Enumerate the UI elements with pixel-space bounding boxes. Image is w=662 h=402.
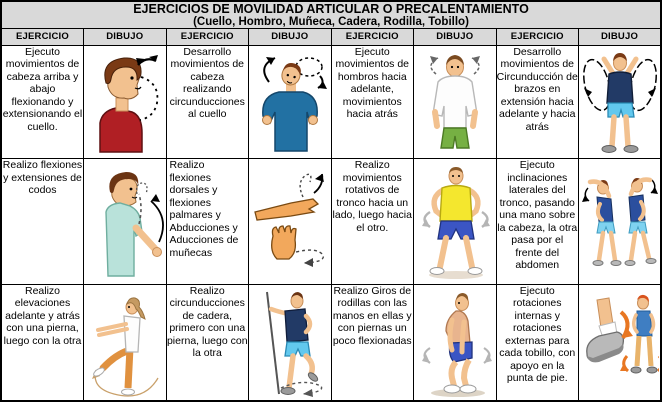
exercise-text: Realizo flexiones dorsales y flexiones palmares y Abducciones y Aducciones de muñecas bbox=[166, 159, 249, 285]
trunk-rotation-drawing bbox=[416, 164, 494, 280]
table-row bbox=[1, 45, 661, 159]
drawing-cell bbox=[249, 284, 332, 401]
table-row bbox=[1, 159, 661, 285]
column-header-dibujo-4: DIBUJO bbox=[579, 29, 662, 45]
column-header-ejercicio-3: EJERCICIO bbox=[331, 29, 414, 45]
exercise-text: Ejecuto inclinaciones laterales del tronco, pasando una mano sobre la cabeza, la otra pasa por el frente del abdomen bbox=[496, 159, 579, 285]
drawing-cell bbox=[84, 284, 167, 401]
knee-circles-drawing bbox=[416, 286, 494, 398]
drawing-cell bbox=[414, 45, 497, 159]
exercise-text: Ejecuto rotaciones internas y rotaciones externas para cada tobillo, con apoyo en la punta de pie. bbox=[496, 284, 579, 401]
drawing-cell bbox=[579, 45, 662, 159]
exercise-text: Desarrollo movimientos de Circunducción de brazos en extensión hacia adelante y hacia atrás bbox=[496, 45, 579, 159]
head-flexion-drawing bbox=[86, 51, 164, 153]
drawing-cell bbox=[84, 159, 167, 285]
exercise-text: Desarrollo movimientos de cabeza realizando circunducciones al cuello bbox=[166, 45, 249, 159]
drawing-cell bbox=[249, 159, 332, 285]
header-row bbox=[1, 29, 661, 45]
exercise-text: Realizo circunducciones de cadera, primero con una pierna, luego con la otra bbox=[166, 284, 249, 401]
column-header-ejercicio-4: EJERCICIO bbox=[496, 29, 579, 45]
exercise-text: Realizo flexiones y extensiones de codos bbox=[1, 159, 84, 285]
lateral-bends-drawing bbox=[581, 164, 659, 280]
hip-circumduction-drawing bbox=[251, 286, 329, 398]
drawing-cell bbox=[579, 284, 662, 401]
drawing-cell bbox=[249, 45, 332, 159]
exercise-text: Realizo Giros de rodillas con las manos en ellas y con piernas un poco flexionadas bbox=[331, 284, 414, 401]
column-header-ejercicio-1: EJERCICIO bbox=[1, 29, 84, 45]
exercise-text: Ejecuto movimientos de hombros hacia adelante, movimientos hacia atrás bbox=[331, 45, 414, 159]
table-title-cell bbox=[1, 1, 661, 29]
column-header-ejercicio-2: EJERCICIO bbox=[166, 29, 249, 45]
page-title: EJERCICIOS DE MOVILIDAD ARTICULAR O PRECALENTAMIENTO bbox=[133, 1, 529, 16]
leg-elevations-drawing bbox=[86, 286, 164, 398]
drawing-cell bbox=[579, 159, 662, 285]
arm-circumduction-drawing bbox=[581, 49, 659, 155]
elbow-flexion-drawing bbox=[86, 166, 164, 278]
drawing-cell bbox=[414, 159, 497, 285]
neck-circumduction-drawing bbox=[251, 52, 329, 152]
column-header-dibujo-2: DIBUJO bbox=[249, 29, 332, 45]
ankle-rotations-drawing bbox=[581, 286, 659, 398]
exercise-text: Realizo movimientos rotativos de tronco hacia un lado, luego hacia el otro. bbox=[331, 159, 414, 285]
wrist-movements-drawing bbox=[251, 166, 329, 278]
page-subtitle: (Cuello, Hombro, Muñeca, Cadera, Rodilla, Tobillo) bbox=[193, 15, 469, 28]
drawing-cell bbox=[414, 284, 497, 401]
drawing-cell bbox=[84, 45, 167, 159]
column-header-dibujo-1: DIBUJO bbox=[84, 29, 167, 45]
exercise-text: Realizo elevaciones adelante y atrás con una pierna, luego con la otra bbox=[1, 284, 84, 401]
table-row bbox=[1, 284, 661, 401]
exercise-text: Ejecuto movimientos de cabeza arriba y abajo flexionando y extensionando el cuello. bbox=[1, 45, 84, 159]
shoulder-movements-drawing bbox=[416, 50, 494, 154]
column-header-dibujo-3: DIBUJO bbox=[414, 29, 497, 45]
